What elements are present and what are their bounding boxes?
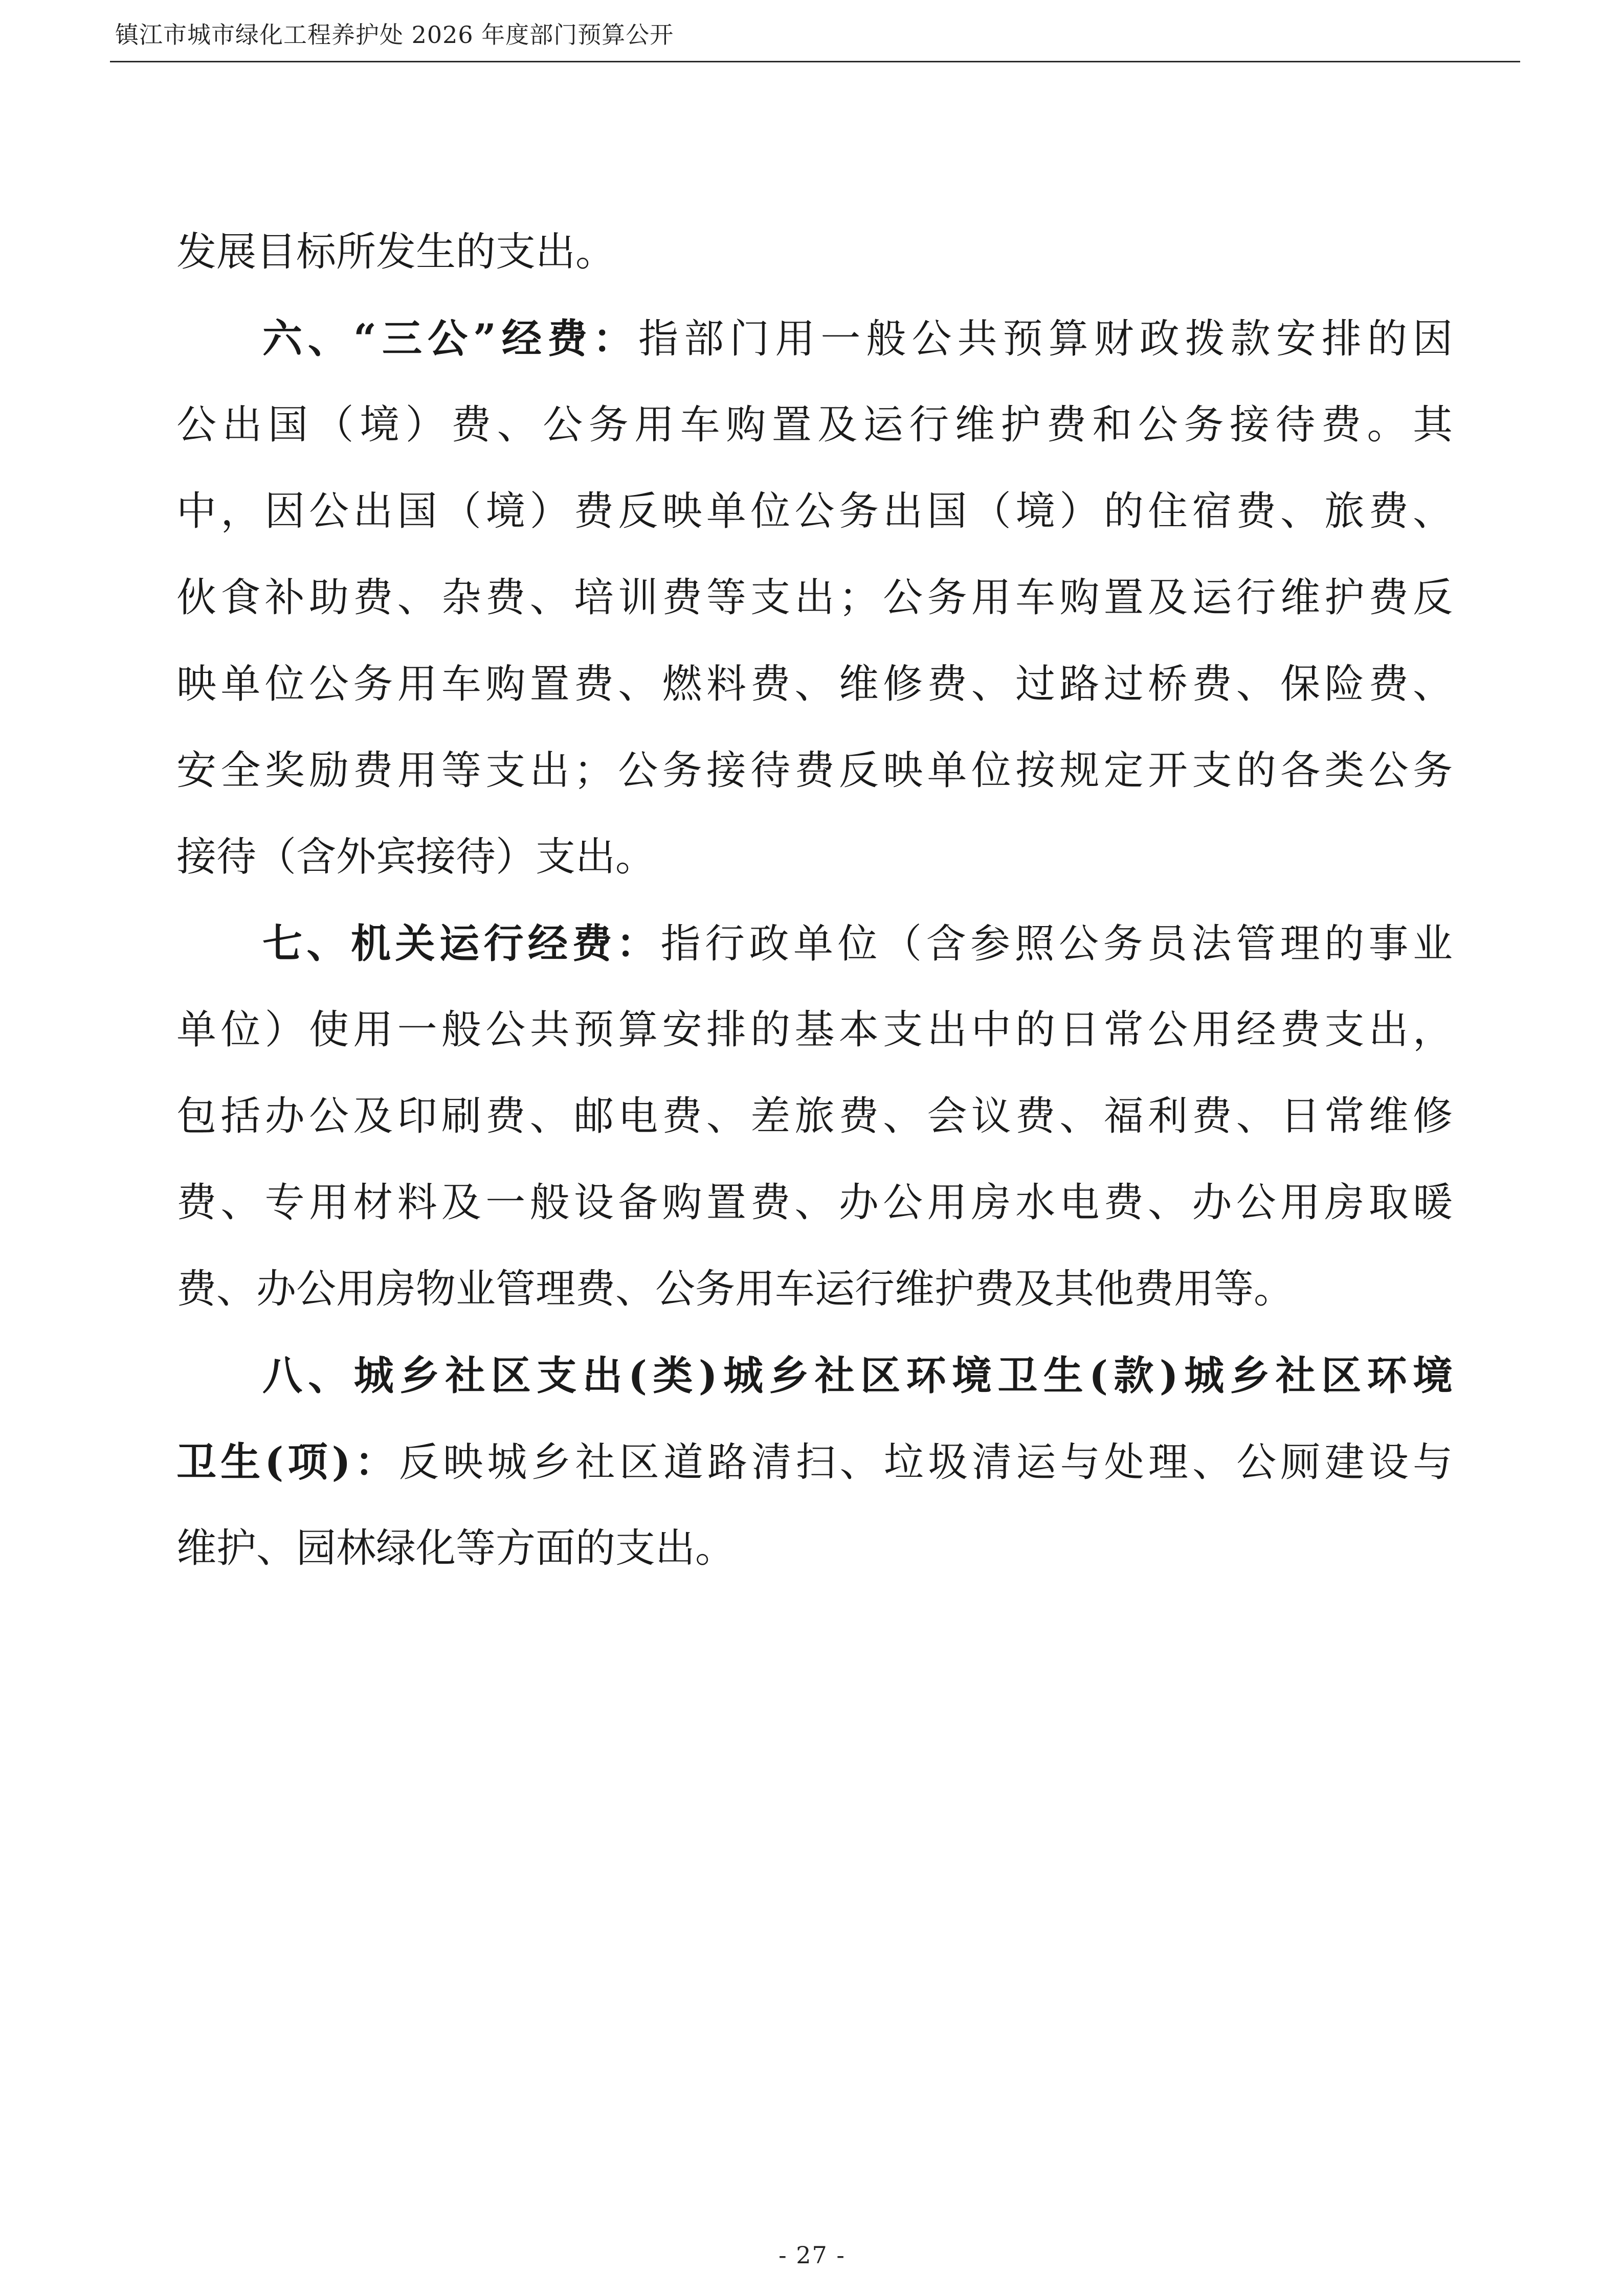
section-heading-seven: 七、机关运行经费： bbox=[262, 920, 661, 967]
text-run: 指部门用一般公共预算财政拨款安排的因 bbox=[638, 316, 1453, 362]
text-run: 指行政单位（含参照公务员法管理的事业 bbox=[660, 921, 1453, 967]
text-run: 反映城乡社区道路清扫、垃圾清运与处理、公厕建设与 bbox=[398, 1439, 1453, 1485]
text-line: 公出国（境）费、公务用车购置及运行维护费和公务接待费。其 bbox=[176, 402, 1453, 448]
text-line bbox=[176, 1419, 1453, 1505]
body-text bbox=[176, 209, 1453, 1592]
text-line: 中，因公出国（境）费反映单位公务出国（境）的住宿费、旅费、 bbox=[176, 488, 1453, 534]
text-line bbox=[176, 901, 1453, 987]
text-line bbox=[176, 296, 1453, 382]
text-line: 接待（含外宾接待）支出。 bbox=[176, 834, 656, 880]
text-line: 维护、园林绿化等方面的支出。 bbox=[176, 1525, 736, 1571]
text-line: 包括办公及印刷费、邮电费、差旅费、会议费、福利费、日常维修 bbox=[176, 1093, 1453, 1139]
text-line: 安全奖励费用等支出；公务接待费反映单位按规定开支的各类公务 bbox=[176, 748, 1453, 794]
text-line: 映单位公务用车购置费、燃料费、维修费、过路过桥费、保险费、 bbox=[176, 661, 1453, 707]
page-number: - 27 - bbox=[778, 2241, 846, 2269]
text-line: 伙食补助费、杂费、培训费等支出；公务用车购置及运行维护费反 bbox=[176, 575, 1453, 621]
section-heading-eight: 八、城乡社区支出(类)城乡社区环境卫生(款)城乡社区环境 bbox=[262, 1353, 1453, 1399]
header-divider bbox=[110, 61, 1520, 62]
text-line: 费、专用材料及一般设备购置费、办公用房水电费、办公用房取暖 bbox=[176, 1180, 1453, 1226]
section-heading-eight-cont: 卫生(项)： bbox=[176, 1439, 399, 1485]
text-line: 费、办公用房物业管理费、公务用车运行维护费及其他费用等。 bbox=[176, 1266, 1294, 1312]
text-line: 单位）使用一般公共预算安排的基本支出中的日常公用经费支出， bbox=[176, 1007, 1453, 1053]
text-line: 发展目标所发生的支出。 bbox=[176, 229, 616, 275]
section-heading-six: 六、“三公”经费： bbox=[262, 316, 639, 362]
running-header: 镇江市城市绿化工程养护处 2026 年度部门预算公开 bbox=[115, 21, 674, 49]
